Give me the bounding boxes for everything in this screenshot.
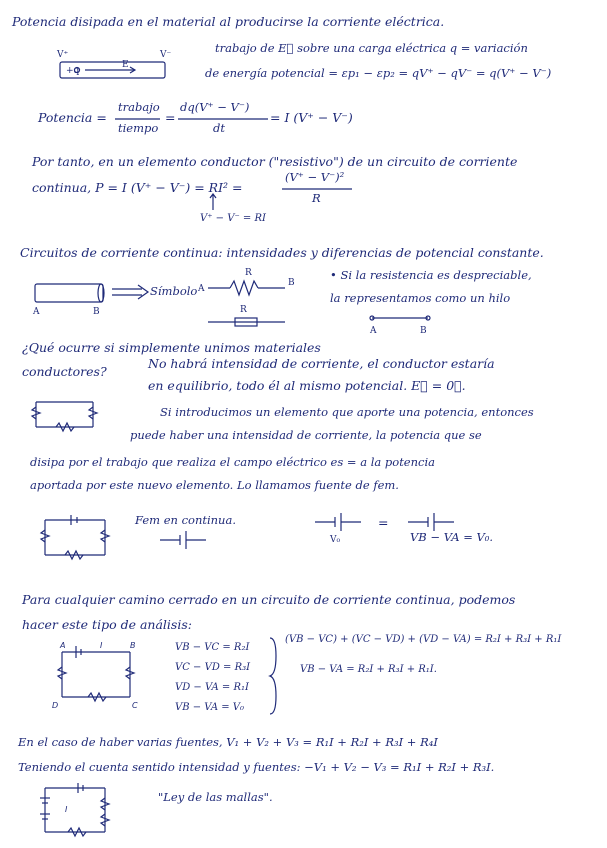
source-line-4: aportada por este nuevo elemento. Lo llamamos fuente de fem. <box>30 478 399 492</box>
symbol-a: A <box>198 284 205 294</box>
question-line-2: conductores? <box>22 364 107 379</box>
symbol-b: B <box>288 278 295 288</box>
ohm-law: V⁺ − V⁻ = RI <box>200 213 266 224</box>
wire-diagram <box>370 315 430 321</box>
svg-text:C: C <box>132 701 138 710</box>
fem-equation: VB − VA = V₀. <box>410 530 494 544</box>
simbolo-label: Símbolo <box>150 284 198 298</box>
power-num1: trabajo <box>118 100 160 114</box>
battery-symbol-3 <box>408 512 458 532</box>
label-a: A <box>33 307 40 317</box>
circuit-three-resistors <box>28 397 103 442</box>
battery-symbol-2 <box>315 512 365 532</box>
sources-line: En el caso de haber varias fuentes, V₁ + V₂ + V₃ = R₁I + R₂I + R₃I + R₄I <box>18 735 438 749</box>
section-circuits: Circuitos de corriente continua: intensidades y diferencias de potencial constante. <box>20 245 544 260</box>
work-line-2: de energía potencial = εp₁ − εp₂ = qV⁺ − qV⁻ = q(V⁺ − V⁻) <box>205 66 552 80</box>
v-minus-label: V⁻ <box>160 50 172 60</box>
page-title: Potencia disipada en el material al producirse la corriente eléctrica. <box>12 14 445 29</box>
power-result: = I (V⁺ − V⁻) <box>270 110 353 125</box>
fem-label: Fem en continua. <box>135 513 236 527</box>
charge-label: +q <box>66 66 80 76</box>
conclusion-frac-den: R <box>312 191 321 205</box>
conclusion-line-1: Por tanto, en un elemento conductor ("resistivo") de un circuito de corriente <box>32 154 518 169</box>
circuit-multiple-sources <box>30 780 125 845</box>
battery-symbol-1 <box>160 530 210 550</box>
power-label: Potencia = <box>38 110 107 125</box>
note-line-2: la representamos como un hilo <box>330 291 511 305</box>
question-line-1: ¿Qué ocurre si simplemente unimos materiales <box>22 340 321 355</box>
law-name: "Ley de las mallas". <box>158 790 273 804</box>
symbol-r: R <box>245 268 252 278</box>
resistor-symbol <box>205 270 295 330</box>
svg-text:I: I <box>65 805 68 814</box>
note-line-1: • Si la resistencia es despreciable, <box>330 268 532 282</box>
source-line-1: Si introducimos un elemento que aporte una potencia, entonces <box>160 405 534 419</box>
answer-line-1: No habrá intensidad de corriente, el conductor estaría <box>148 356 495 371</box>
power-num2: dq(V⁺ − V⁻) <box>180 100 250 114</box>
v-plus-label: V⁺ <box>57 50 69 60</box>
loop-line-2: hacer este tipo de análisis: <box>22 617 192 632</box>
source-line-2: puede haber una intensidad de corriente, la potencia que se <box>130 428 482 442</box>
answer-line-2: en equilibrio, todo él al mismo potencial. E⃗ = 0⃗. <box>148 378 466 393</box>
svg-text:I: I <box>100 641 103 650</box>
source-line-3: disipa por el trabajo que realiza el campo eléctrico es = a la potencia <box>30 455 435 469</box>
direction-line: Teniendo el cuenta sentido intensidad y fuentes: −V₁ + V₂ − V₃ = R₁I + R₂I + R₃I. <box>18 760 495 774</box>
svg-text:A: A <box>60 641 66 650</box>
arrow-icon <box>112 282 152 302</box>
svg-text:B: B <box>130 641 136 650</box>
wire-a: A <box>370 326 377 336</box>
eq-vc-vd: VC − VD = R₃I <box>175 662 251 673</box>
circuit-abcd <box>50 641 150 710</box>
battery-v0: V₀ <box>330 535 341 545</box>
loop-line-1: Para cualquier camino cerrado en un circuito de corriente continua, podemos <box>22 592 516 607</box>
eq-vb-va: VB − VA = V₀ <box>175 702 245 713</box>
resistor-bar-diagram <box>35 281 110 306</box>
label-b: B <box>93 307 100 317</box>
symbol-r2: R <box>240 305 247 315</box>
wire-b: B <box>420 326 427 336</box>
sum-equation-2: VB − VA = R₂I + R₃I + R₁I. <box>300 664 437 675</box>
power-den1: tiempo <box>118 121 159 135</box>
svg-text:D: D <box>52 701 59 710</box>
conclusion-frac-num: (V⁺ − V⁻)² <box>285 170 345 184</box>
eq-vb-vc: VB − VC = R₂I <box>175 642 250 653</box>
circuit-with-source <box>35 510 120 565</box>
conclusion-line-2: continua, P = I (V⁺ − V⁻) = RI² = <box>32 180 243 195</box>
sum-equation: (VB − VC) + (VC − VD) + (VD − VA) = R₂I + R₃I + R₁I <box>285 634 562 645</box>
e-field-label: E <box>122 60 129 70</box>
eq-vd-va: VD − VA = R₁I <box>175 682 249 693</box>
work-line-1: trabajo de E⃗ sobre una carga eléctrica q = variación <box>215 41 528 55</box>
power-den2: dt <box>213 121 225 135</box>
